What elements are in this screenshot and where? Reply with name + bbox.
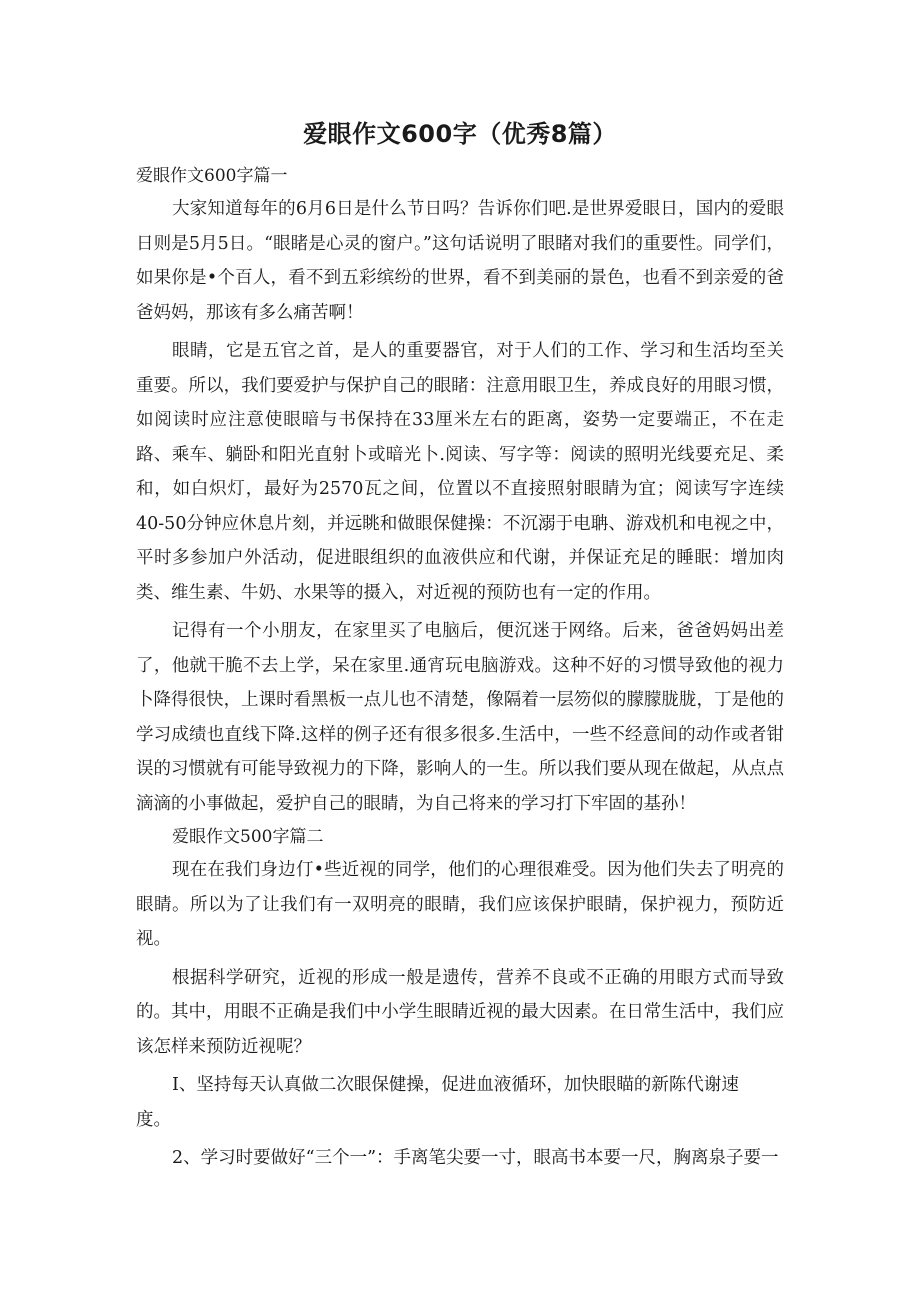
paragraph-1: 大家知道每年的6月6日是什么节日吗？告诉你们吧.是世界爱眼日，国内的爱眼日则是5月5日。“眼睹是心灵的窗户。”这句话说明了眼睹对我们的重要性。同学们，如果你是•个百人，看不到五彩缤纷的世界，看不到美丽的景色，也看不到亲爱的爸爸妈妈，那该有多么痛苦啊！	[136, 199, 784, 323]
document-body	[136, 160, 784, 1176]
paragraph-4: 现在在我们身边仃•些近视的同学，他们的心理很难受。因为他们失去了明亮的眼睛。所以为了让我们有一双明亮的眼睛，我们应该保护眼睛，保护视力，预防近视。	[136, 860, 784, 949]
paragraph-2: 眼睛，它是五官之首，是人的重要器官，对于人们的工作、学习和生活均至关重要。所以，我们要爱护与保护自己的眼睹：注意用眼卫生，养成良好的用眼习惯，如阅读时应注意使眼暗与书保持在33厘米左右的距离，姿势一定要端正，不在走路、乘车、躺卧和阳光直射卜或暗光卜.阅读、写字等：阅读的照明光线要充足、柔和，如白炽灯，最好为2570瓦之间，位置以不直接照射眼睛为宜；阅读写字连续40-50分钟应休息片刻，并远眺和做眼保健操：不沉溺于电聃、游戏机和电视之中，平时多参加户外活动，促进眼组织的血液供应和代谢，并保证充足的睡眠：增加肉类、维生素、牛奶、水果等的摄入，对近视的预防也有一定的作用。	[136, 341, 784, 603]
document-title: 爱眼作文600字（优秀8篇）	[303, 120, 617, 148]
paragraph-5: 根据科学研究，近视的形成一般是遗传，营养不良或不正确的用眼方式而导致的。其中，用眼不正确是我们中小学生眼睛近视的最大因素。在日常生活中，我们应该怎样来预防近视呢？	[136, 967, 784, 1057]
paragraph-6: I、坚持每天认真做二次眼保健操，促进血液循环，加快眼瞄的新陈代谢速	[172, 1075, 739, 1095]
paragraph-3: 记得有一个小朋友，在家里买了电脑后，便沉迷于网络。后来，爸爸妈妈出差了，他就干脆不去上学，呆在家里.通宵玩电脑游戏。这种不好的习惯导致他的视力卜降得很快，上课时看黑板一点儿也不清楚，像隔着一层笏似的朦朦胧胧，丁是他的学习成绩也直线下降.这样的例子还有很多很多.生活中，一些不经意间的动作或者钳误的习惯就有可能导致视力的下降，影响人的一生。所以我们要从现在做起，从点点滴滴的小事做起，爱护自己的眼睛，为自己将来的学习打下牢固的基孙！	[136, 621, 784, 814]
section-heading-1: 爱眼作文600字篇一	[136, 166, 288, 186]
paragraph-6-continuation: 度。	[136, 1109, 171, 1130]
paragraph-7: 2、学习时要做好“三个一”：手离笔尖要一寸，眼高书本要一尺，胸离泉子要一	[172, 1148, 779, 1168]
section-heading-2: 爱眼作文500字篇二	[172, 827, 324, 847]
